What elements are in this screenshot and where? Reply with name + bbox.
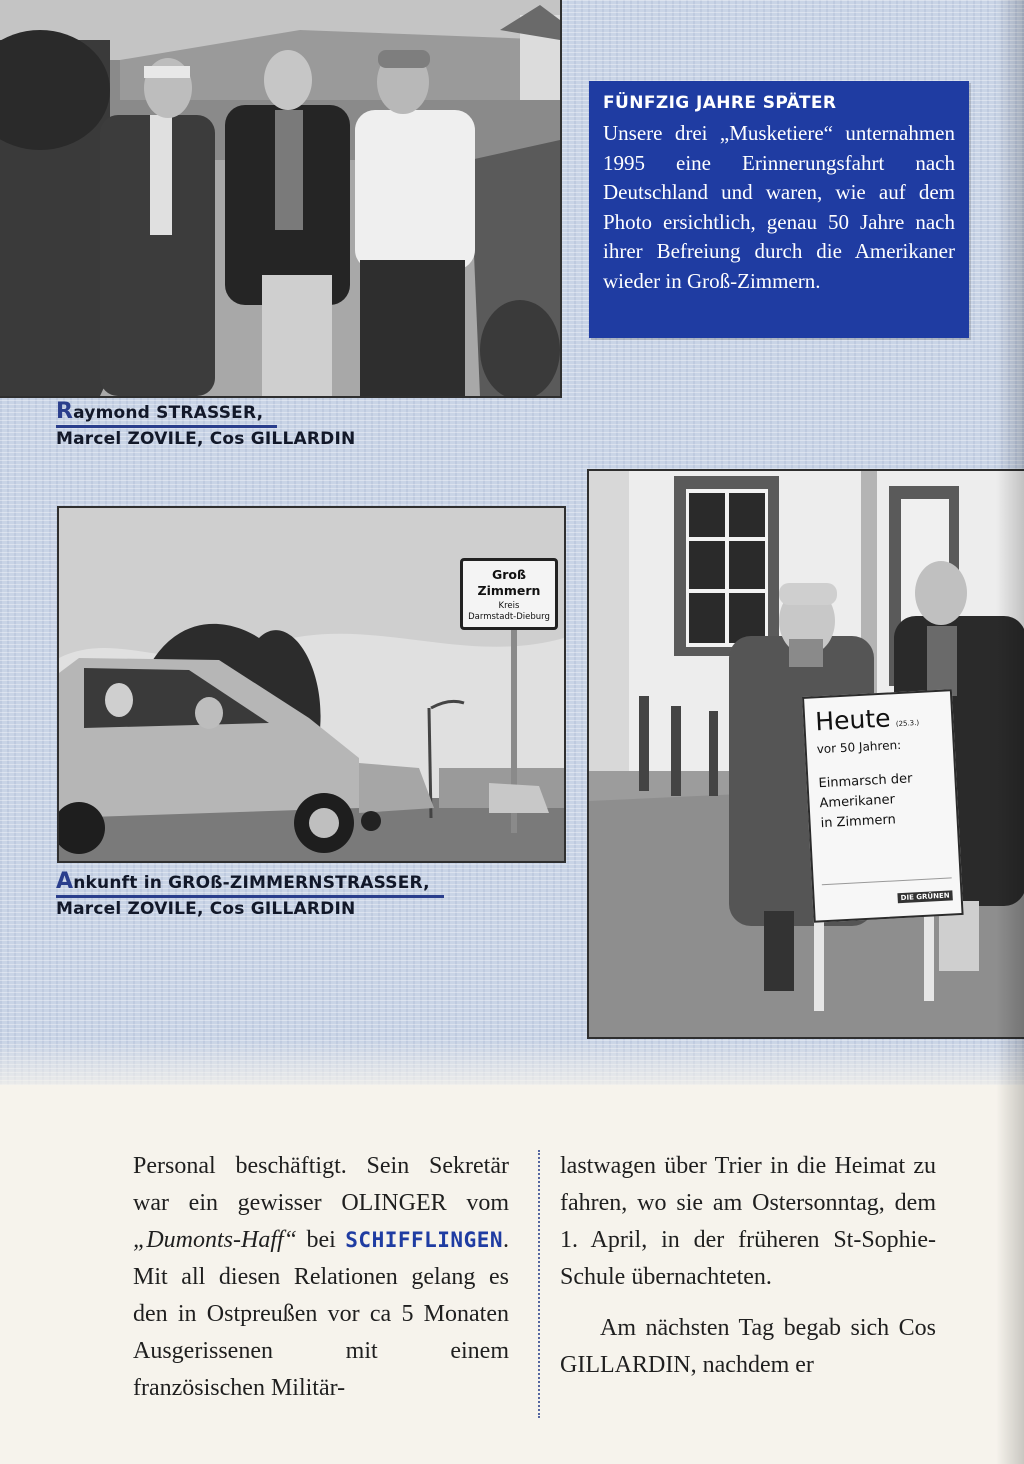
column-divider (538, 1150, 540, 1418)
info-box (589, 81, 969, 338)
photo-car-town-sign (57, 506, 566, 863)
body-left-part1: Personal beschäftigt. Sein Sekretär war ein gewisser OLINGER vom (133, 1153, 509, 1216)
caption-2-line2: Marcel ZOVILE, Cos GILLARDIN (56, 899, 356, 919)
caption-1-initial: R (56, 399, 74, 424)
poster-footer-brand: DIE GRÜNEN (897, 890, 952, 903)
photo-two-men-poster (587, 469, 1024, 1039)
body-left-part2-italic: „Dumonts-Haff“ (133, 1227, 298, 1253)
poster-footer (822, 877, 953, 908)
background-fade (0, 1040, 1024, 1100)
info-box-text: Unsere drei „Musketiere“ unternahmen 1995 eine Erinnerungsfahrt nach Deutschland und waren, wie auf dem Photo ersichtlich, genau 50 Jahre nach ihrer Befreiung durch die Amerikaner wieder in Groß-Zimmern. (603, 121, 955, 293)
town-sign-line2: Kreis (498, 601, 520, 611)
poster-line3: Einmarsch der (818, 771, 913, 792)
info-box-title: FÜNFZIG JAHRE SPÄTER (603, 93, 837, 113)
photo-three-men (0, 0, 562, 398)
town-sign-line3: Darmstadt-Dieburg (468, 612, 550, 622)
body-right-paragraph-2: Am nächsten Tag begab sich Cos GILLARDIN, nachdem er (560, 1315, 936, 1378)
caption-2-line1-rest: nkunft in GROß-ZIMMERNSTRASSER, (73, 873, 430, 893)
poster-line2: vor 50 Jahren: (816, 737, 902, 757)
caption-photo-car (56, 870, 444, 921)
caption-2-first-line (56, 870, 444, 898)
photo-three-men-image (0, 0, 560, 396)
town-sign (460, 558, 558, 630)
body-left-part4: . Mit all diesen Relationen gelang es den in Ostpreußen vor ca 5 Monaten Ausgerissenen mit einem französischen Militär- (133, 1227, 509, 1401)
town-sign-line1: Groß Zimmern (477, 567, 541, 598)
body-left-place-name: SCHIFFLINGEN (345, 1228, 503, 1252)
election-poster (802, 689, 964, 923)
body-column-left (133, 1148, 509, 1407)
caption-1-first-line (56, 400, 277, 428)
poster-line5: in Zimmern (820, 812, 897, 832)
poster-heading: Heute (814, 703, 892, 737)
body-right-paragraph-1: lastwagen über Trier in die Heimat zu fahren, wo sie am Ostersonntag, dem 1. April, in der früheren St-Sophie-Schule übernachteten. (560, 1153, 936, 1290)
body-column-right (560, 1148, 936, 1384)
body-left-paragraph (133, 1148, 509, 1407)
caption-1-line1-rest: aymond STRASSER, (73, 403, 264, 423)
poster-date: (25.3.) (895, 718, 920, 729)
body-left-part3: bei (297, 1227, 346, 1253)
poster-line4: Amerikaner (819, 792, 896, 812)
caption-1-line2: Marcel ZOVILE, Cos GILLARDIN (56, 429, 356, 449)
caption-photo-three-men (56, 400, 355, 451)
page-edge-shadow (996, 0, 1024, 1464)
caption-2-initial: A (56, 869, 74, 894)
